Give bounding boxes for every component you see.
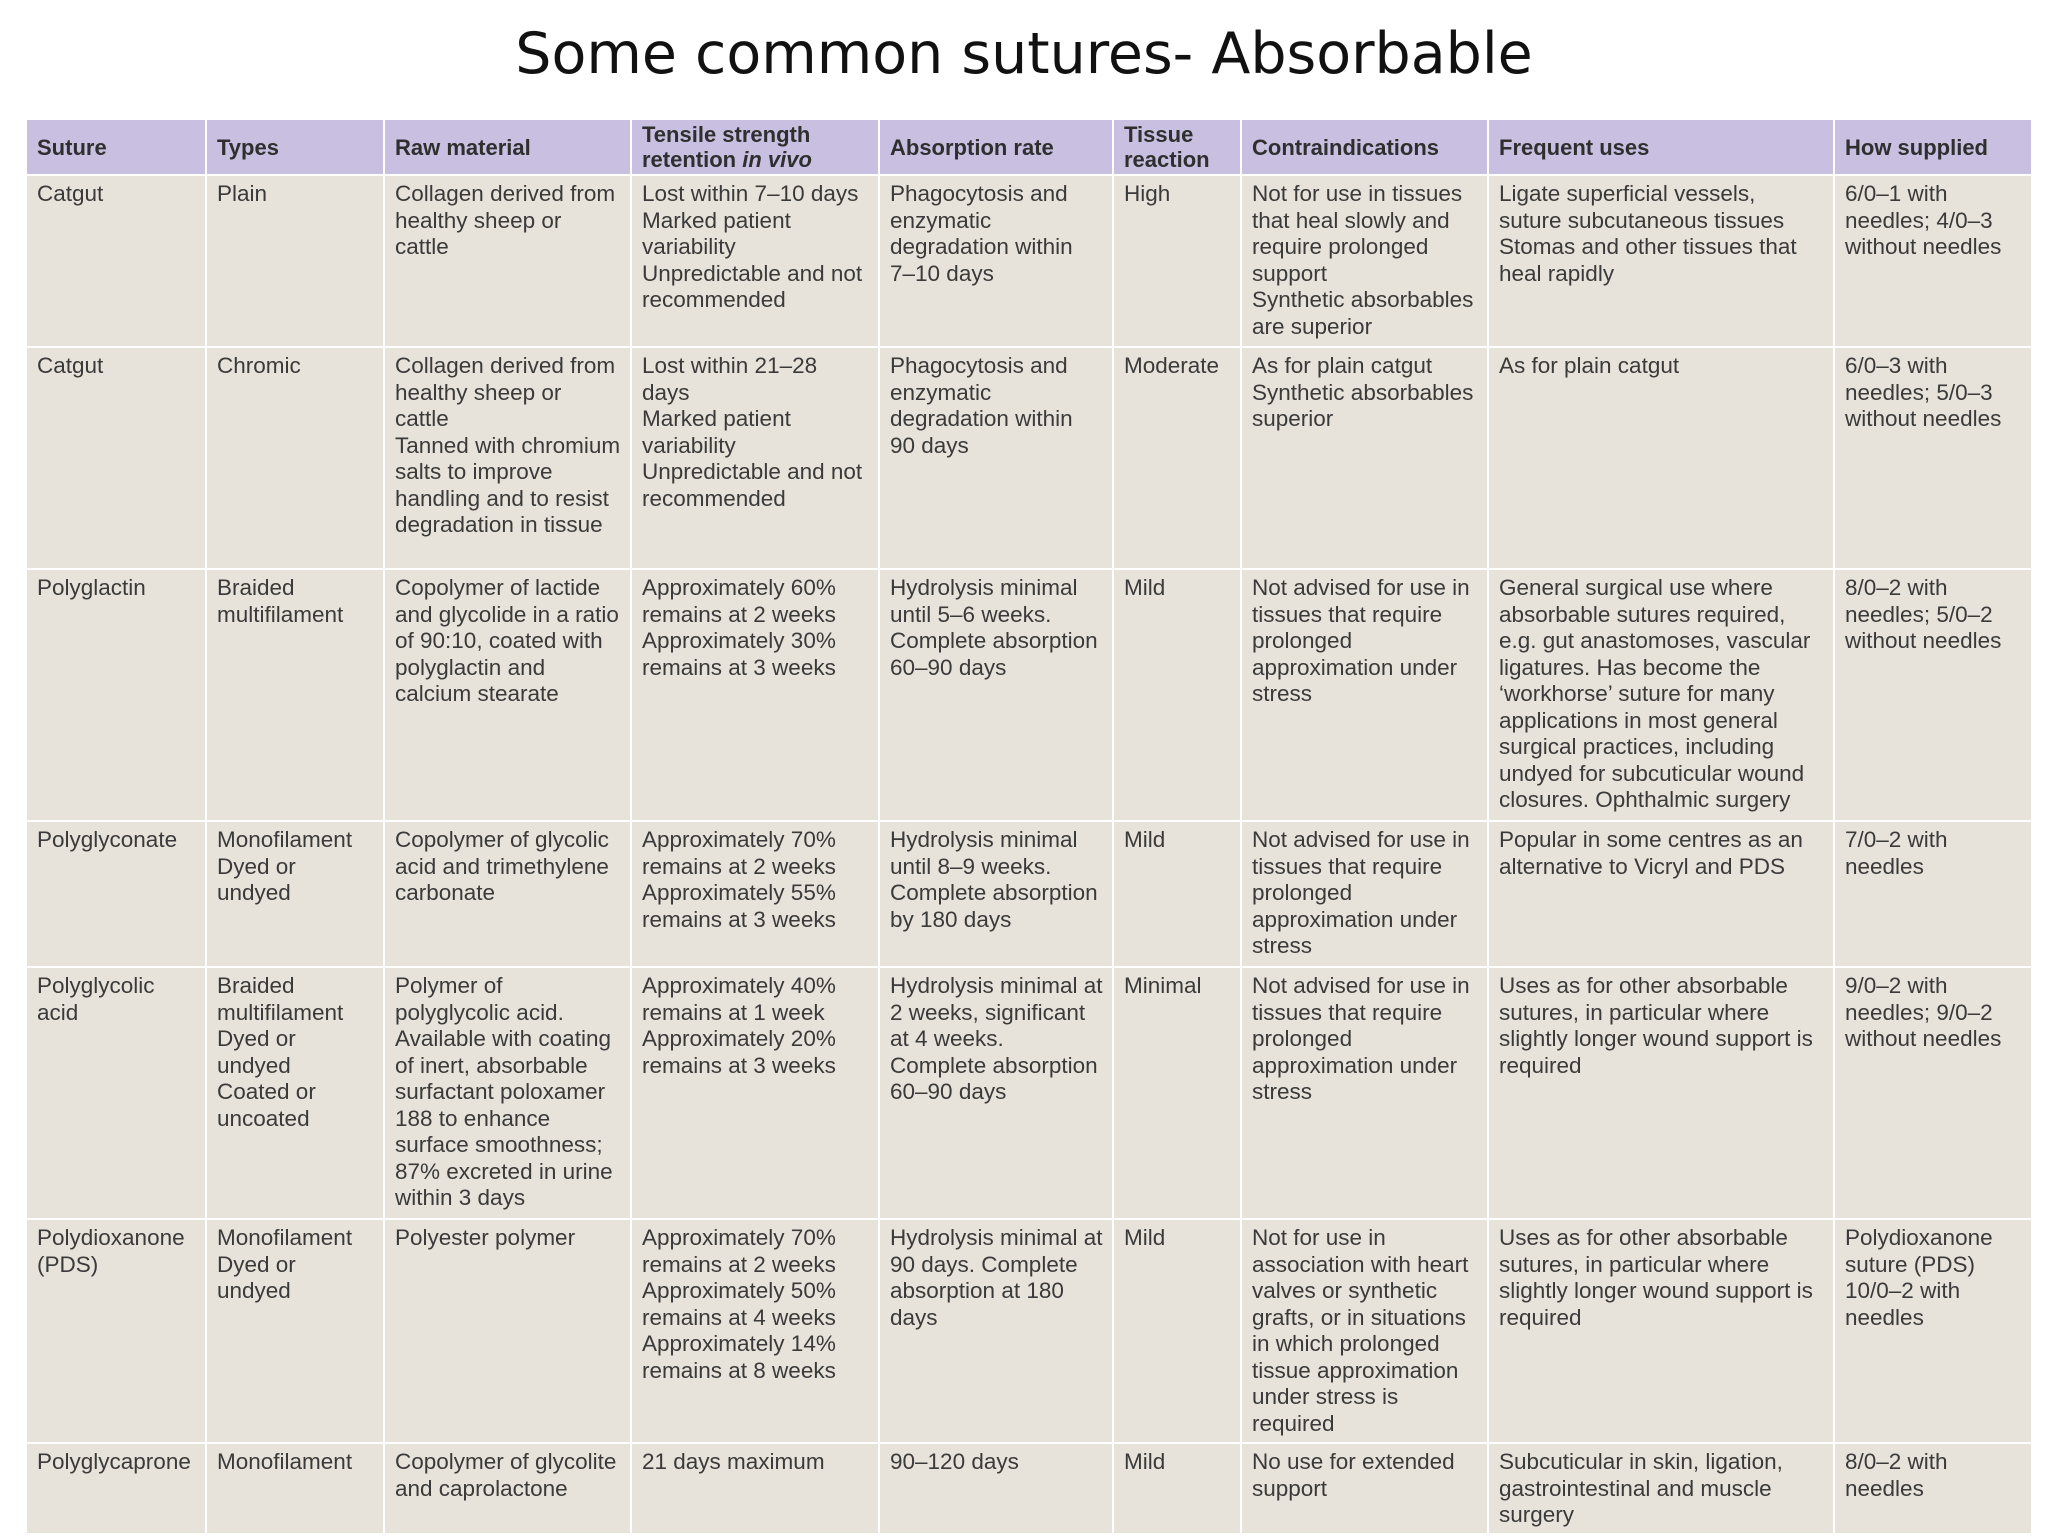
cell-line: Approximately 20% remains at 3 weeks bbox=[642, 1026, 836, 1078]
cell-line: Subcuticular in skin, ligation, gastrointestinal and muscle surgery bbox=[1499, 1449, 1783, 1527]
table-row bbox=[26, 821, 2032, 967]
col-header-tensile bbox=[631, 119, 879, 175]
cell-suture: Polydioxanone (PDS) bbox=[26, 1219, 206, 1443]
cell-line: Hydrolysis minimal at 2 weeks, significant at 4 weeks. Complete absorption 60–90 days bbox=[890, 973, 1103, 1104]
cell-line: Copolymer of glycolic acid and trimethylene carbonate bbox=[395, 827, 609, 905]
cell-raw-material bbox=[384, 347, 631, 569]
cell-absorption bbox=[879, 1443, 1113, 1534]
cell-raw-material bbox=[384, 569, 631, 821]
cell-suture: Polyglyconate bbox=[26, 821, 206, 967]
cell-line: 21 days maximum bbox=[642, 1449, 825, 1474]
header-row bbox=[26, 119, 2032, 175]
cell-line: Stomas and other tissues that heal rapidly bbox=[1499, 234, 1797, 286]
table-row bbox=[26, 569, 2032, 821]
cell-line: Coated or uncoated bbox=[217, 1079, 316, 1131]
cell-line: Approximately 14% remains at 8 weeks bbox=[642, 1331, 836, 1383]
cell-contraindications bbox=[1241, 1219, 1488, 1443]
cell-types bbox=[206, 569, 384, 821]
cell-tensile bbox=[631, 1443, 879, 1534]
cell-line: 9/0–2 with needles; 9/0–2 without needles bbox=[1845, 973, 2002, 1051]
col-header-absorption: Absorption rate bbox=[879, 119, 1113, 175]
cell-line: Uses as for other absorbable sutures, in particular where slightly longer wound support is required bbox=[1499, 973, 1813, 1078]
cell-supplied bbox=[1834, 569, 2032, 821]
table-row bbox=[26, 1443, 2032, 1534]
table-row bbox=[26, 967, 2032, 1219]
cell-absorption bbox=[879, 967, 1113, 1219]
cell-contraindications bbox=[1241, 347, 1488, 569]
cell-line: Approximately 55% remains at 3 weeks bbox=[642, 880, 836, 932]
cell-line: Collagen derived from healthy sheep or cattle bbox=[395, 181, 616, 259]
cell-line: Phagocytosis and enzymatic degradation within 90 days bbox=[890, 353, 1073, 458]
cell-tissue-reaction: High bbox=[1113, 175, 1241, 347]
cell-absorption bbox=[879, 347, 1113, 569]
col-header-supplied: How supplied bbox=[1834, 119, 2032, 175]
cell-tensile bbox=[631, 967, 879, 1219]
cell-contraindications bbox=[1241, 569, 1488, 821]
cell-supplied bbox=[1834, 347, 2032, 569]
table-row bbox=[26, 175, 2032, 347]
cell-absorption bbox=[879, 1219, 1113, 1443]
cell-types bbox=[206, 1443, 384, 1534]
cell-types bbox=[206, 347, 384, 569]
cell-line: Lost within 21–28 days bbox=[642, 353, 818, 405]
cell-line: Phagocytosis and enzymatic degradation within 7–10 days bbox=[890, 181, 1073, 286]
cell-line: Synthetic absorbables are superior bbox=[1252, 287, 1474, 339]
cell-contraindications bbox=[1241, 967, 1488, 1219]
tensile-header-italic: in vivo bbox=[742, 147, 812, 172]
cell-line: Polymer of polyglycolic acid. Available with coating of inert, absorbable surfactant poloxamer 188 to enhance surface smoothness; 87% excreted in urine within 3 days bbox=[395, 973, 613, 1210]
cell-tissue-reaction: Moderate bbox=[1113, 347, 1241, 569]
cell-uses bbox=[1488, 175, 1834, 347]
cell-tissue-reaction: Mild bbox=[1113, 569, 1241, 821]
cell-tensile bbox=[631, 821, 879, 967]
cell-line: Chromic bbox=[217, 353, 301, 378]
cell-line: Polydioxanone suture (PDS) 10/0–2 with needles bbox=[1845, 1225, 1993, 1330]
col-header-contraindications: Contraindications bbox=[1241, 119, 1488, 175]
cell-raw-material bbox=[384, 821, 631, 967]
cell-line: 8/0–2 with needles bbox=[1845, 1449, 1948, 1501]
cell-suture: Catgut bbox=[26, 347, 206, 569]
cell-line: 7/0–2 with needles bbox=[1845, 827, 1948, 879]
cell-suture: Polyglycaprone bbox=[26, 1443, 206, 1534]
table-body bbox=[26, 175, 2032, 1534]
cell-line: Not advised for use in tissues that require prolonged approximation under stress bbox=[1252, 827, 1470, 958]
cell-line: 6/0–1 with needles; 4/0–3 without needles bbox=[1845, 181, 2002, 259]
cell-line: Approximately 40% remains at 1 week bbox=[642, 973, 836, 1025]
cell-line: Dyed or undyed bbox=[217, 1251, 296, 1303]
cell-supplied bbox=[1834, 967, 2032, 1219]
cell-contraindications bbox=[1241, 175, 1488, 347]
cell-tensile bbox=[631, 1219, 879, 1443]
cell-absorption bbox=[879, 569, 1113, 821]
cell-line: Approximately 70% remains at 2 weeks bbox=[642, 827, 836, 879]
cell-line: Approximately 30% remains at 3 weeks bbox=[642, 628, 836, 680]
cell-tensile bbox=[631, 175, 879, 347]
cell-line: Not advised for use in tissues that require prolonged approximation under stress bbox=[1252, 973, 1470, 1104]
cell-types bbox=[206, 1219, 384, 1443]
cell-types bbox=[206, 175, 384, 347]
tensile-header-text: Tensile strength retention bbox=[642, 122, 811, 172]
cell-line: Lost within 7–10 days bbox=[642, 181, 859, 206]
cell-supplied bbox=[1834, 1219, 2032, 1443]
cell-line: As for plain catgut bbox=[1499, 353, 1680, 378]
cell-line: Approximately 60% remains at 2 weeks bbox=[642, 575, 836, 627]
cell-line: Approximately 70% remains at 2 weeks bbox=[642, 1225, 836, 1277]
cell-tissue-reaction: Mild bbox=[1113, 1219, 1241, 1443]
cell-tensile bbox=[631, 569, 879, 821]
cell-tissue-reaction: Mild bbox=[1113, 821, 1241, 967]
cell-line: Not for use in association with heart valves or synthetic grafts, or in situations in which prolonged tissue approximation under stress is required bbox=[1252, 1225, 1469, 1436]
cell-line: Monofilament bbox=[217, 1225, 353, 1250]
cell-suture: Polyglycolic acid bbox=[26, 967, 206, 1219]
cell-uses bbox=[1488, 1443, 1834, 1534]
cell-uses bbox=[1488, 967, 1834, 1219]
cell-line: Dyed or undyed bbox=[217, 853, 296, 905]
sutures-table bbox=[25, 118, 2033, 1535]
cell-suture: Catgut bbox=[26, 175, 206, 347]
cell-line: 6/0–3 with needles; 5/0–3 without needles bbox=[1845, 353, 2002, 431]
cell-absorption bbox=[879, 175, 1113, 347]
cell-line: Polyester polymer bbox=[395, 1225, 576, 1250]
cell-line: Popular in some centres as an alternative to Vicryl and PDS bbox=[1499, 827, 1803, 879]
cell-uses bbox=[1488, 821, 1834, 967]
col-header-tissue-reaction: Tissue reaction bbox=[1113, 119, 1241, 175]
cell-supplied bbox=[1834, 175, 2032, 347]
cell-tissue-reaction: Minimal bbox=[1113, 967, 1241, 1219]
cell-contraindications bbox=[1241, 821, 1488, 967]
cell-supplied bbox=[1834, 1443, 2032, 1534]
cell-line: Dyed or undyed bbox=[217, 1026, 296, 1078]
cell-line: Braided multifilament bbox=[217, 973, 344, 1025]
cell-contraindications bbox=[1241, 1443, 1488, 1534]
cell-types bbox=[206, 967, 384, 1219]
cell-line: Hydrolysis minimal until 8–9 weeks. Complete absorption by 180 days bbox=[890, 827, 1098, 932]
cell-line: Not advised for use in tissues that require prolonged approximation under stress bbox=[1252, 575, 1470, 706]
cell-raw-material bbox=[384, 1219, 631, 1443]
cell-line: Monofilament bbox=[217, 827, 353, 852]
cell-line: Marked patient variability bbox=[642, 406, 791, 458]
cell-line: As for plain catgut bbox=[1252, 353, 1433, 378]
cell-line: 90–120 days bbox=[890, 1449, 1019, 1474]
cell-absorption bbox=[879, 821, 1113, 967]
cell-line: Ligate superficial vessels, suture subcutaneous tissues bbox=[1499, 181, 1785, 233]
cell-line: Plain bbox=[217, 181, 268, 206]
col-header-suture: Suture bbox=[26, 119, 206, 175]
table-row bbox=[26, 347, 2032, 569]
cell-line: 8/0–2 with needles; 5/0–2 without needles bbox=[1845, 575, 2002, 653]
cell-line: No use for extended support bbox=[1252, 1449, 1455, 1501]
table-row bbox=[26, 1219, 2032, 1443]
cell-line: Uses as for other absorbable sutures, in particular where slightly longer wound support is required bbox=[1499, 1225, 1813, 1330]
cell-line: Hydrolysis minimal until 5–6 weeks. Complete absorption 60–90 days bbox=[890, 575, 1098, 680]
cell-raw-material bbox=[384, 967, 631, 1219]
cell-line: General surgical use where absorbable sutures required, e.g. gut anastomoses, vascular ligatures. Has become the ‘workhorse’ suture for many applications in most general surgical practices, including undyed for subcuticular wound closures. Ophthalmic surgery bbox=[1499, 575, 1811, 812]
col-header-uses: Frequent uses bbox=[1488, 119, 1834, 175]
cell-line: Approximately 50% remains at 4 weeks bbox=[642, 1278, 836, 1330]
cell-line: Monofilament bbox=[217, 1449, 353, 1474]
cell-supplied bbox=[1834, 821, 2032, 967]
cell-suture: Polyglactin bbox=[26, 569, 206, 821]
cell-tissue-reaction: Mild bbox=[1113, 1443, 1241, 1534]
col-header-raw-material: Raw material bbox=[384, 119, 631, 175]
cell-tensile bbox=[631, 347, 879, 569]
slide-title: Some common sutures- Absorbable bbox=[515, 21, 1533, 87]
cell-line: Marked patient variability bbox=[642, 207, 791, 259]
col-header-types: Types bbox=[206, 119, 384, 175]
cell-raw-material bbox=[384, 1443, 631, 1534]
cell-line: Collagen derived from healthy sheep or cattle bbox=[395, 353, 616, 431]
cell-line: Not for use in tissues that heal slowly and require prolonged support bbox=[1252, 181, 1463, 286]
cell-line: Unpredictable and not recommended bbox=[642, 260, 863, 312]
cell-line: Copolymer of glycolite and caprolactone bbox=[395, 1449, 617, 1501]
cell-uses bbox=[1488, 347, 1834, 569]
cell-line: Hydrolysis minimal at 90 days. Complete absorption at 180 days bbox=[890, 1225, 1103, 1330]
cell-line: Unpredictable and not recommended bbox=[642, 459, 863, 511]
cell-types bbox=[206, 821, 384, 967]
cell-line: Copolymer of lactide and glycolide in a ratio of 90:10, coated with polyglactin and calcium stearate bbox=[395, 575, 619, 706]
cell-line: Synthetic absorbables superior bbox=[1252, 379, 1474, 431]
cell-raw-material bbox=[384, 175, 631, 347]
cell-uses bbox=[1488, 1219, 1834, 1443]
cell-uses bbox=[1488, 569, 1834, 821]
cell-line: Tanned with chromium salts to improve handling and to resist degradation in tissue bbox=[395, 432, 621, 537]
cell-line: Braided multifilament bbox=[217, 575, 344, 627]
